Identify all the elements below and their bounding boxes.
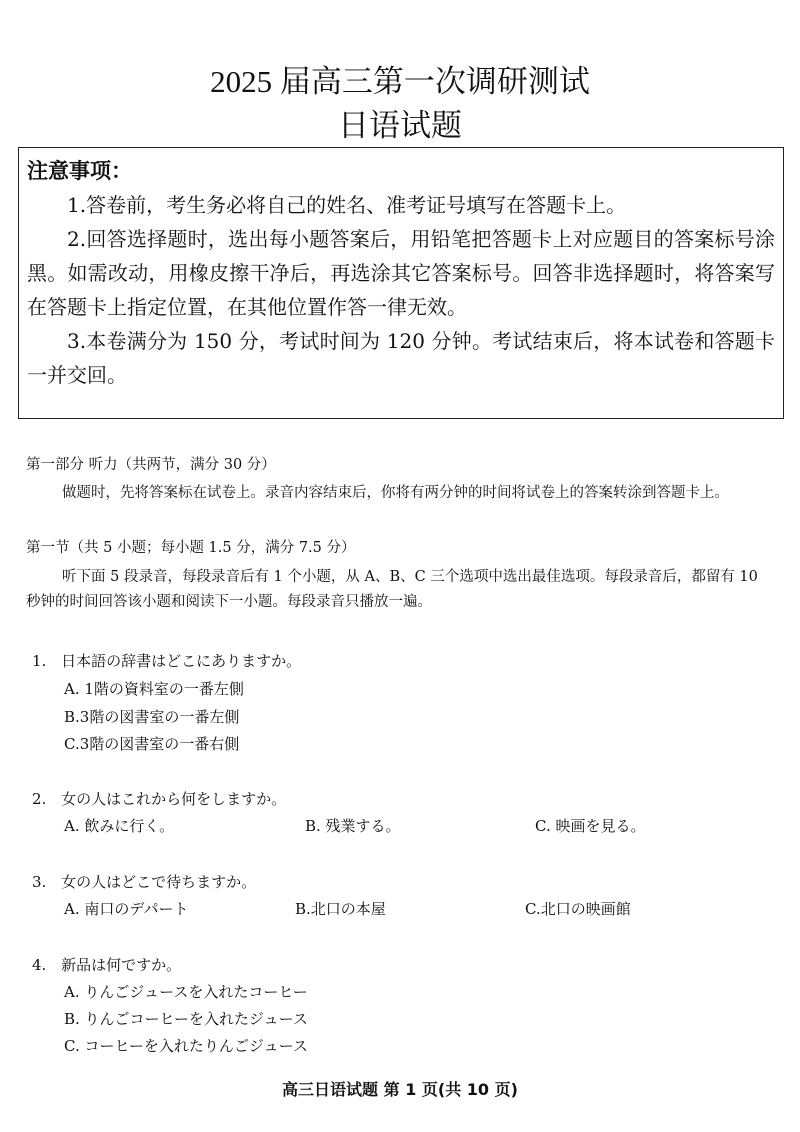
question-1: [32, 648, 772, 674]
question-number: 3.: [32, 873, 47, 891]
question-text: 新品は何ですか。: [61, 956, 182, 974]
question-1-option-b: B.3階の図書室の一番左側: [64, 708, 240, 726]
question-2-option-a: A. 飲みに行く。: [64, 817, 175, 835]
question-2: [32, 786, 772, 812]
notice-item: 2.回答选择题时，选出每小题答案后，用铅笔把答题卡上对应题目的答案标号涂黑。如需改动，用橡皮擦干净后，再选涂其它答案标号。回答非选择题时，将答案写在答题卡上指定位置，在其他位置作答一律无效。: [27, 227, 775, 319]
question-3-option-c: C.北口の映画館: [525, 900, 631, 918]
question-3-option-a: A. 南口のデパート: [64, 900, 189, 918]
question-4-option-b: B. りんごコーヒーを入れたジュース: [64, 1010, 308, 1028]
question-4-option-c: C. コーヒーを入れたりんごジュース: [64, 1037, 308, 1055]
section1-heading: 第一节（共 5 小题；每小题 1.5 分，满分 7.5 分）: [26, 540, 356, 556]
question-3-option-b: B.北口の本屋: [295, 900, 386, 918]
question-number: 4.: [32, 956, 47, 974]
exam-subject-title: 日语试题: [338, 108, 462, 143]
notice-item: 3.本卷满分为 150 分，考试时间为 120 分钟。考试结束后，将本试卷和答题卡一并交回。: [27, 329, 775, 387]
section1-instructions: 听下面 5 段录音，每段录音后有 1 个小题，从 A、B、C 三个选项中选出最佳选项。每段录音后，都留有 10 秒钟的时间回答该小题和阅读下一小题。每段录音只播放一遍。: [26, 569, 758, 610]
part1-heading: 第一部分 听力（共两节，满分 30 分）: [26, 457, 276, 473]
question-text: 女の人はこれから何をしますか。: [61, 790, 287, 808]
question-1-option-c: C.3階の図書室の一番右側: [64, 735, 240, 753]
part1-instructions: 做题时，先将答案标在试卷上。录音内容结束后，你将有两分钟的时间将试卷上的答案转涂到答题卡上。: [62, 485, 729, 501]
question-4: [32, 952, 772, 978]
question-2-option-b: B. 残業する。: [305, 817, 401, 835]
page-footer: 高三日语试题 第 1 页(共 10 页): [282, 1080, 518, 1099]
exam-title: 2025 届高三第一次调研测试: [210, 64, 590, 99]
question-2-option-c: C. 映画を見る。: [535, 817, 646, 835]
question-4-option-a: A. りんごジュースを入れたコーヒー: [64, 983, 308, 1001]
question-number: 1.: [32, 652, 47, 670]
question-number: 2.: [32, 790, 47, 808]
question-text: 日本語の辞書はどこにありますか。: [61, 652, 302, 670]
notice-item: 1.答卷前，考生务必将自己的姓名、准考证号填写在答题卡上。: [67, 193, 627, 217]
question-text: 女の人はどこで待ちますか。: [61, 873, 257, 891]
notice-box: [18, 147, 784, 419]
notice-heading: 注意事项：: [27, 159, 132, 183]
question-1-option-a: A. 1階の資料室の一番左側: [64, 680, 244, 698]
question-3: [32, 869, 772, 895]
